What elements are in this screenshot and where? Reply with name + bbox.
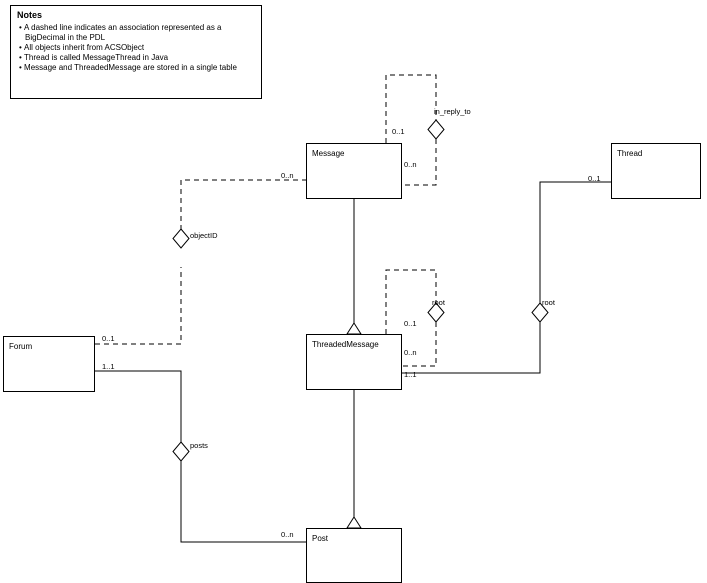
multiplicity-label: 1..1 [102, 362, 115, 371]
class-box-forum[interactable] [3, 336, 95, 392]
multiplicity-label: 0..1 [404, 319, 417, 328]
class-name-thread: Thread [617, 149, 643, 158]
edge-root-right-lower [402, 322, 540, 373]
multiplicity-label: 0..n [404, 348, 417, 357]
class-name-post: Post [312, 534, 329, 543]
triangle-generalization-threadedmessage [347, 517, 361, 528]
diamond-in-reply-to [428, 120, 444, 139]
multiplicity-label: 0..1 [588, 174, 601, 183]
multiplicity-label: 0..n [281, 530, 294, 539]
multiplicity-label: 0..n [404, 160, 417, 169]
edge-root-right-upper [540, 182, 611, 303]
role-label-root-left: root [432, 298, 445, 307]
notes-item: • Thread is called MessageThread in Java [17, 53, 255, 63]
notes-list [17, 23, 255, 73]
notes-item: • Message and ThreadedMessage are stored in a single table [17, 63, 255, 73]
class-name-forum: Forum [9, 342, 33, 351]
class-name-message: Message [312, 149, 345, 158]
multiplicity-label: 0..n [281, 171, 294, 180]
multiplicity-label: 0..1 [392, 127, 405, 136]
class-box-threadedmessage[interactable] [306, 334, 402, 390]
multiplicity-label: 1..1 [404, 370, 417, 379]
class-name-threadedmessage: ThreadedMessage [312, 340, 379, 349]
role-label-in-reply-to: in_reply_to [434, 107, 471, 116]
class-box-post[interactable] [306, 528, 402, 583]
notes-item: • All objects inherit from ACSObject [17, 43, 255, 53]
edge-root-left-lower [402, 322, 436, 366]
edge-objectid-lower [95, 267, 181, 344]
class-box-thread[interactable] [611, 143, 701, 199]
notes-item: • A dashed line indicates an association represented as a BigDecimal in the PDL [17, 23, 255, 43]
notes-title: Notes [17, 10, 43, 20]
notes-box [10, 5, 262, 99]
multiplicity-label: 0..1 [102, 334, 115, 343]
edge-posts-upper [95, 371, 181, 442]
role-label-root-right: root [542, 298, 555, 307]
diamond-posts [173, 442, 189, 461]
class-box-message[interactable] [306, 143, 402, 199]
role-label-objectid: objectID [190, 231, 218, 240]
role-label-posts: posts [190, 441, 208, 450]
triangle-generalization-message [347, 323, 361, 334]
diamond-objectid [173, 229, 189, 248]
